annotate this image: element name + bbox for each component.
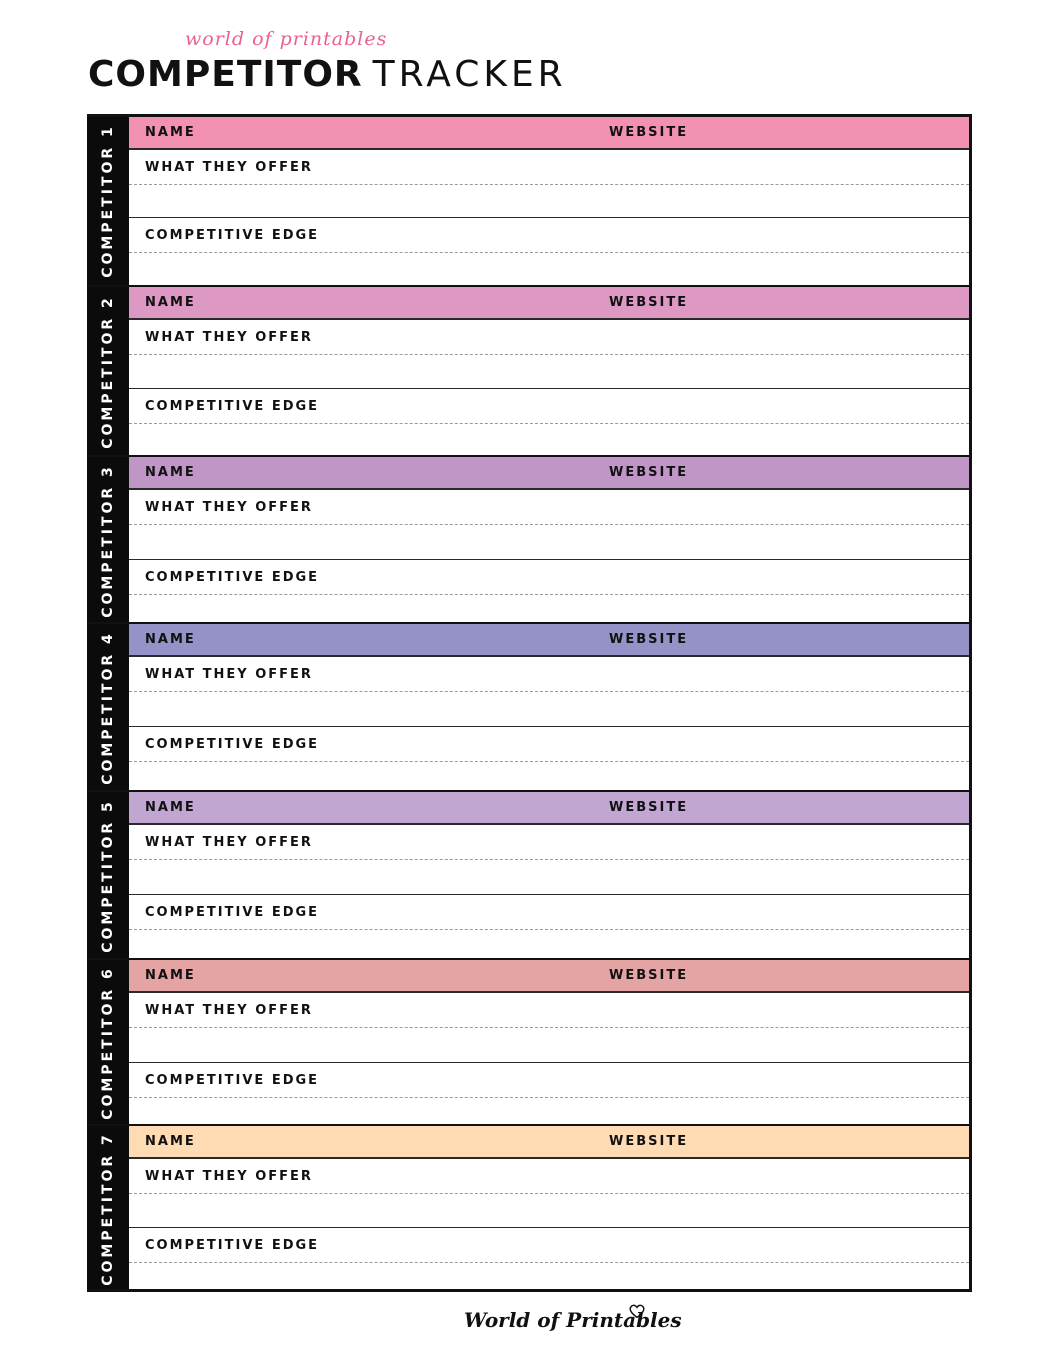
dashed-line	[129, 1262, 969, 1263]
competitor-block-2	[87, 285, 969, 457]
name-label: NAME	[145, 968, 196, 983]
competitor-label: COMPETITOR 3	[100, 463, 116, 618]
competitor-side-label	[87, 457, 129, 624]
what-they-offer-field[interactable]	[129, 490, 969, 560]
competitor-header-bar	[129, 792, 969, 825]
competitor-label: COMPETITOR 5	[100, 799, 116, 953]
dashed-line	[129, 1027, 969, 1028]
competitive-edge-label: COMPETITIVE EDGE	[145, 1073, 320, 1088]
competitive-edge-label: COMPETITIVE EDGE	[145, 737, 320, 752]
website-label: WEBSITE	[609, 1134, 689, 1149]
competitor-label: COMPETITOR 7	[100, 1131, 116, 1286]
dashed-line	[129, 423, 969, 424]
dashed-line	[129, 1193, 969, 1194]
competitor-header-bar	[129, 960, 969, 993]
competitor-header-bar	[129, 457, 969, 490]
what-they-offer-field[interactable]	[129, 1159, 969, 1228]
competitor-label: COMPETITOR 1	[100, 124, 116, 278]
competitive-edge-label: COMPETITIVE EDGE	[145, 570, 320, 585]
competitor-content	[129, 287, 969, 457]
website-label: WEBSITE	[609, 968, 689, 983]
heart-icon	[628, 1302, 646, 1320]
competitive-edge-label: COMPETITIVE EDGE	[145, 399, 320, 414]
brand-script-logo: world of printables	[185, 28, 388, 50]
name-label: NAME	[145, 632, 196, 647]
competitor-header-bar	[129, 287, 969, 320]
what-they-offer-label: WHAT THEY OFFER	[145, 330, 313, 345]
competitor-content	[129, 117, 969, 285]
competitor-block-6	[87, 958, 969, 1126]
what-they-offer-label: WHAT THEY OFFER	[145, 500, 313, 515]
competitor-block-3	[87, 455, 969, 624]
competitor-header-bar	[129, 624, 969, 657]
competitor-block-5	[87, 790, 969, 960]
competitor-side-label	[87, 287, 129, 457]
dashed-line	[129, 184, 969, 185]
competitor-content	[129, 960, 969, 1126]
website-label: WEBSITE	[609, 465, 689, 480]
what-they-offer-label: WHAT THEY OFFER	[145, 835, 313, 850]
what-they-offer-label: WHAT THEY OFFER	[145, 1169, 313, 1184]
competitor-content	[129, 1126, 969, 1291]
dashed-line	[129, 929, 969, 930]
what-they-offer-label: WHAT THEY OFFER	[145, 667, 313, 682]
name-label: NAME	[145, 465, 196, 480]
competitor-content	[129, 624, 969, 792]
name-label: NAME	[145, 125, 196, 140]
dashed-line	[129, 859, 969, 860]
what-they-offer-field[interactable]	[129, 150, 969, 218]
what-they-offer-label: WHAT THEY OFFER	[145, 160, 313, 175]
what-they-offer-field[interactable]	[129, 320, 969, 389]
dashed-line	[129, 252, 969, 253]
competitor-block-1	[87, 117, 969, 285]
website-label: WEBSITE	[609, 800, 689, 815]
dashed-line	[129, 761, 969, 762]
what-they-offer-field[interactable]	[129, 657, 969, 727]
competitor-side-label	[87, 117, 129, 285]
dashed-line	[129, 524, 969, 525]
competitor-content	[129, 792, 969, 960]
website-label: WEBSITE	[609, 125, 689, 140]
competitor-block-7	[87, 1124, 969, 1291]
what-they-offer-label: WHAT THEY OFFER	[145, 1003, 313, 1018]
name-label: NAME	[145, 800, 196, 815]
competitor-label: COMPETITOR 6	[100, 966, 116, 1120]
page-title-bold: COMPETITOR	[88, 54, 363, 95]
dashed-line	[129, 1097, 969, 1098]
what-they-offer-field[interactable]	[129, 825, 969, 895]
competitor-side-label	[87, 624, 129, 792]
page-title-light: TRACKER	[372, 54, 567, 95]
competitor-side-label	[87, 960, 129, 1126]
competitor-header-bar	[129, 117, 969, 150]
competitor-header-bar	[129, 1126, 969, 1159]
dashed-line	[129, 354, 969, 355]
website-label: WEBSITE	[609, 632, 689, 647]
competitive-edge-label: COMPETITIVE EDGE	[145, 1238, 320, 1253]
competitor-block-4	[87, 622, 969, 792]
name-label: NAME	[145, 1134, 196, 1149]
competitor-side-label	[87, 792, 129, 960]
competitor-label: COMPETITOR 2	[100, 295, 116, 449]
competitor-content	[129, 457, 969, 624]
competitive-edge-label: COMPETITIVE EDGE	[145, 905, 320, 920]
website-label: WEBSITE	[609, 295, 689, 310]
competitor-side-label	[87, 1126, 129, 1291]
dashed-line	[129, 691, 969, 692]
name-label: NAME	[145, 295, 196, 310]
dashed-line	[129, 594, 969, 595]
page-title	[88, 54, 567, 96]
what-they-offer-field[interactable]	[129, 993, 969, 1063]
competitor-label: COMPETITOR 4	[100, 631, 116, 785]
competitor-tracker-table	[87, 114, 972, 1292]
competitive-edge-label: COMPETITIVE EDGE	[145, 228, 320, 243]
footer-logo: World of Printables	[464, 1308, 682, 1332]
